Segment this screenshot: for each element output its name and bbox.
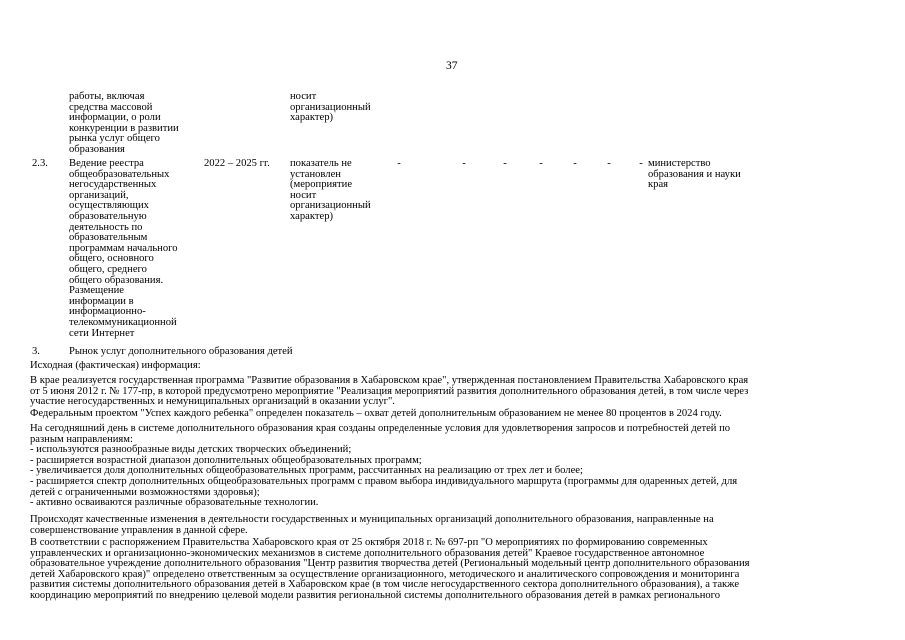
bullet-item: - активно осваиваются различные образовательные технологии. [30, 497, 319, 509]
text-line: участие негосударственных и немуниципальных организаций в оказании услуг". [30, 396, 395, 408]
bullet-item: детей с ограниченными возможностями здоровья); [30, 486, 260, 498]
row-value-1: - [397, 158, 401, 169]
text-line: Происходят качественные изменения в деятельности государственных и муниципальных организаций дополнительного образования, направленные на [30, 514, 714, 525]
text-line: детей Хабаровского края)" определено ответственным за осуществление организационного, методического и аналитического сопровождения и мониторинга [30, 568, 740, 580]
row-value-5: - [573, 158, 577, 169]
row-number: 2.3. [32, 158, 48, 169]
cont-row-indicator: носит организационный характер) [290, 91, 371, 124]
text-line: развития системы дополнительного образования детей в Хабаровском крае (в том числе негосударственного сектора дополнительного образования), а также [30, 579, 740, 591]
page-number: 37 [446, 60, 458, 72]
section-title: Рынок услуг дополнительного образования детей [69, 346, 293, 357]
paragraph-federal-project: Федеральным проектом "Успех каждого ребенка" определен показатель – охват детей дополнительным образованием не менее 80 процентов в 2024 году. [30, 408, 722, 419]
text-line: В крае реализуется государственная программа "Развитие образования в Хабаровском крае", утвержденная постановлением Правительства Хабаровского края [30, 375, 749, 386]
paragraph-decree [30, 538, 872, 602]
text-line: от 5 июня 2012 г. № 177-пр, в которой предусмотрено мероприятие "Реализация мероприятий развития дополнительного образования детей, в том числе через [30, 385, 749, 397]
bullet-item: - расширяется возрастной диапазон дополнительных общеобразовательных программ; [30, 454, 422, 466]
text-line: На сегодняшний день в системе дополнительного образования края созданы определенные условия для удовлетворения запросов и потребностей детей по [30, 423, 731, 434]
bullet-item: - увеличивается доля дополнительных общеобразовательных программ, рассчитанных на реализацию от трех лет и более; [30, 465, 583, 477]
text-line: совершенствование управления в данной сфере. [30, 524, 248, 536]
row-value-7: - [639, 158, 643, 169]
bullet-item: - расширяется спектр дополнительных общеобразовательных программ с правом выбора индивидуального маршрута (программы для одаренных детей, для [30, 475, 738, 487]
row-value-4: - [539, 158, 543, 169]
row-value-3: - [503, 158, 507, 169]
row-value-2: - [462, 158, 466, 169]
row-indicator: показатель не установлен (мероприятие носит организационный характер) [290, 158, 371, 222]
row-responsible: министерство образования и науки края [648, 158, 741, 191]
paragraph-program [30, 376, 872, 408]
section-number: 3. [32, 346, 40, 357]
row-period: 2022 – 2025 гг. [204, 158, 270, 169]
cont-row-name: работы, включая средства массовой информации, о роли конкуренции в развитии рынка услуг общего образования [69, 91, 179, 155]
text-line: координацию мероприятий по внедрению целевой модели развития региональной системы дополнительного образования детей в рамках регионального [30, 589, 721, 601]
text-line: образовательное учреждение дополнительного образования "Центр развития творчества детей (Региональный модельный центр дополнительного образования [30, 558, 750, 570]
text-line: В соответствии с распоряжением Правительства Хабаровского края от 25 октября 2018 г. № 697-рп "О мероприятиях по формированию современных [30, 537, 708, 548]
paragraph-quality-changes [30, 515, 872, 536]
row-value-6: - [607, 158, 611, 169]
text-line: разным направлениям: [30, 433, 133, 445]
text-line: управленческих и организационно-экономических механизмов в системе дополнительного образования детей" Краевое государственное автономное [30, 547, 705, 559]
row-measure-name: Ведение реестра общеобразовательных негосударственных организаций, осуществляющих образовательную деятельность по образовательным программам начального общего, основного общего, среднего общего образования. Размещение информации в информационно- телекоммуникационной сети Интернет [69, 158, 178, 339]
bullet-item: - используются разнообразные виды детских творческих объединений; [30, 444, 352, 456]
paragraph-current-state [30, 424, 872, 509]
initial-info-heading: Исходная (фактическая) информация: [30, 360, 201, 371]
